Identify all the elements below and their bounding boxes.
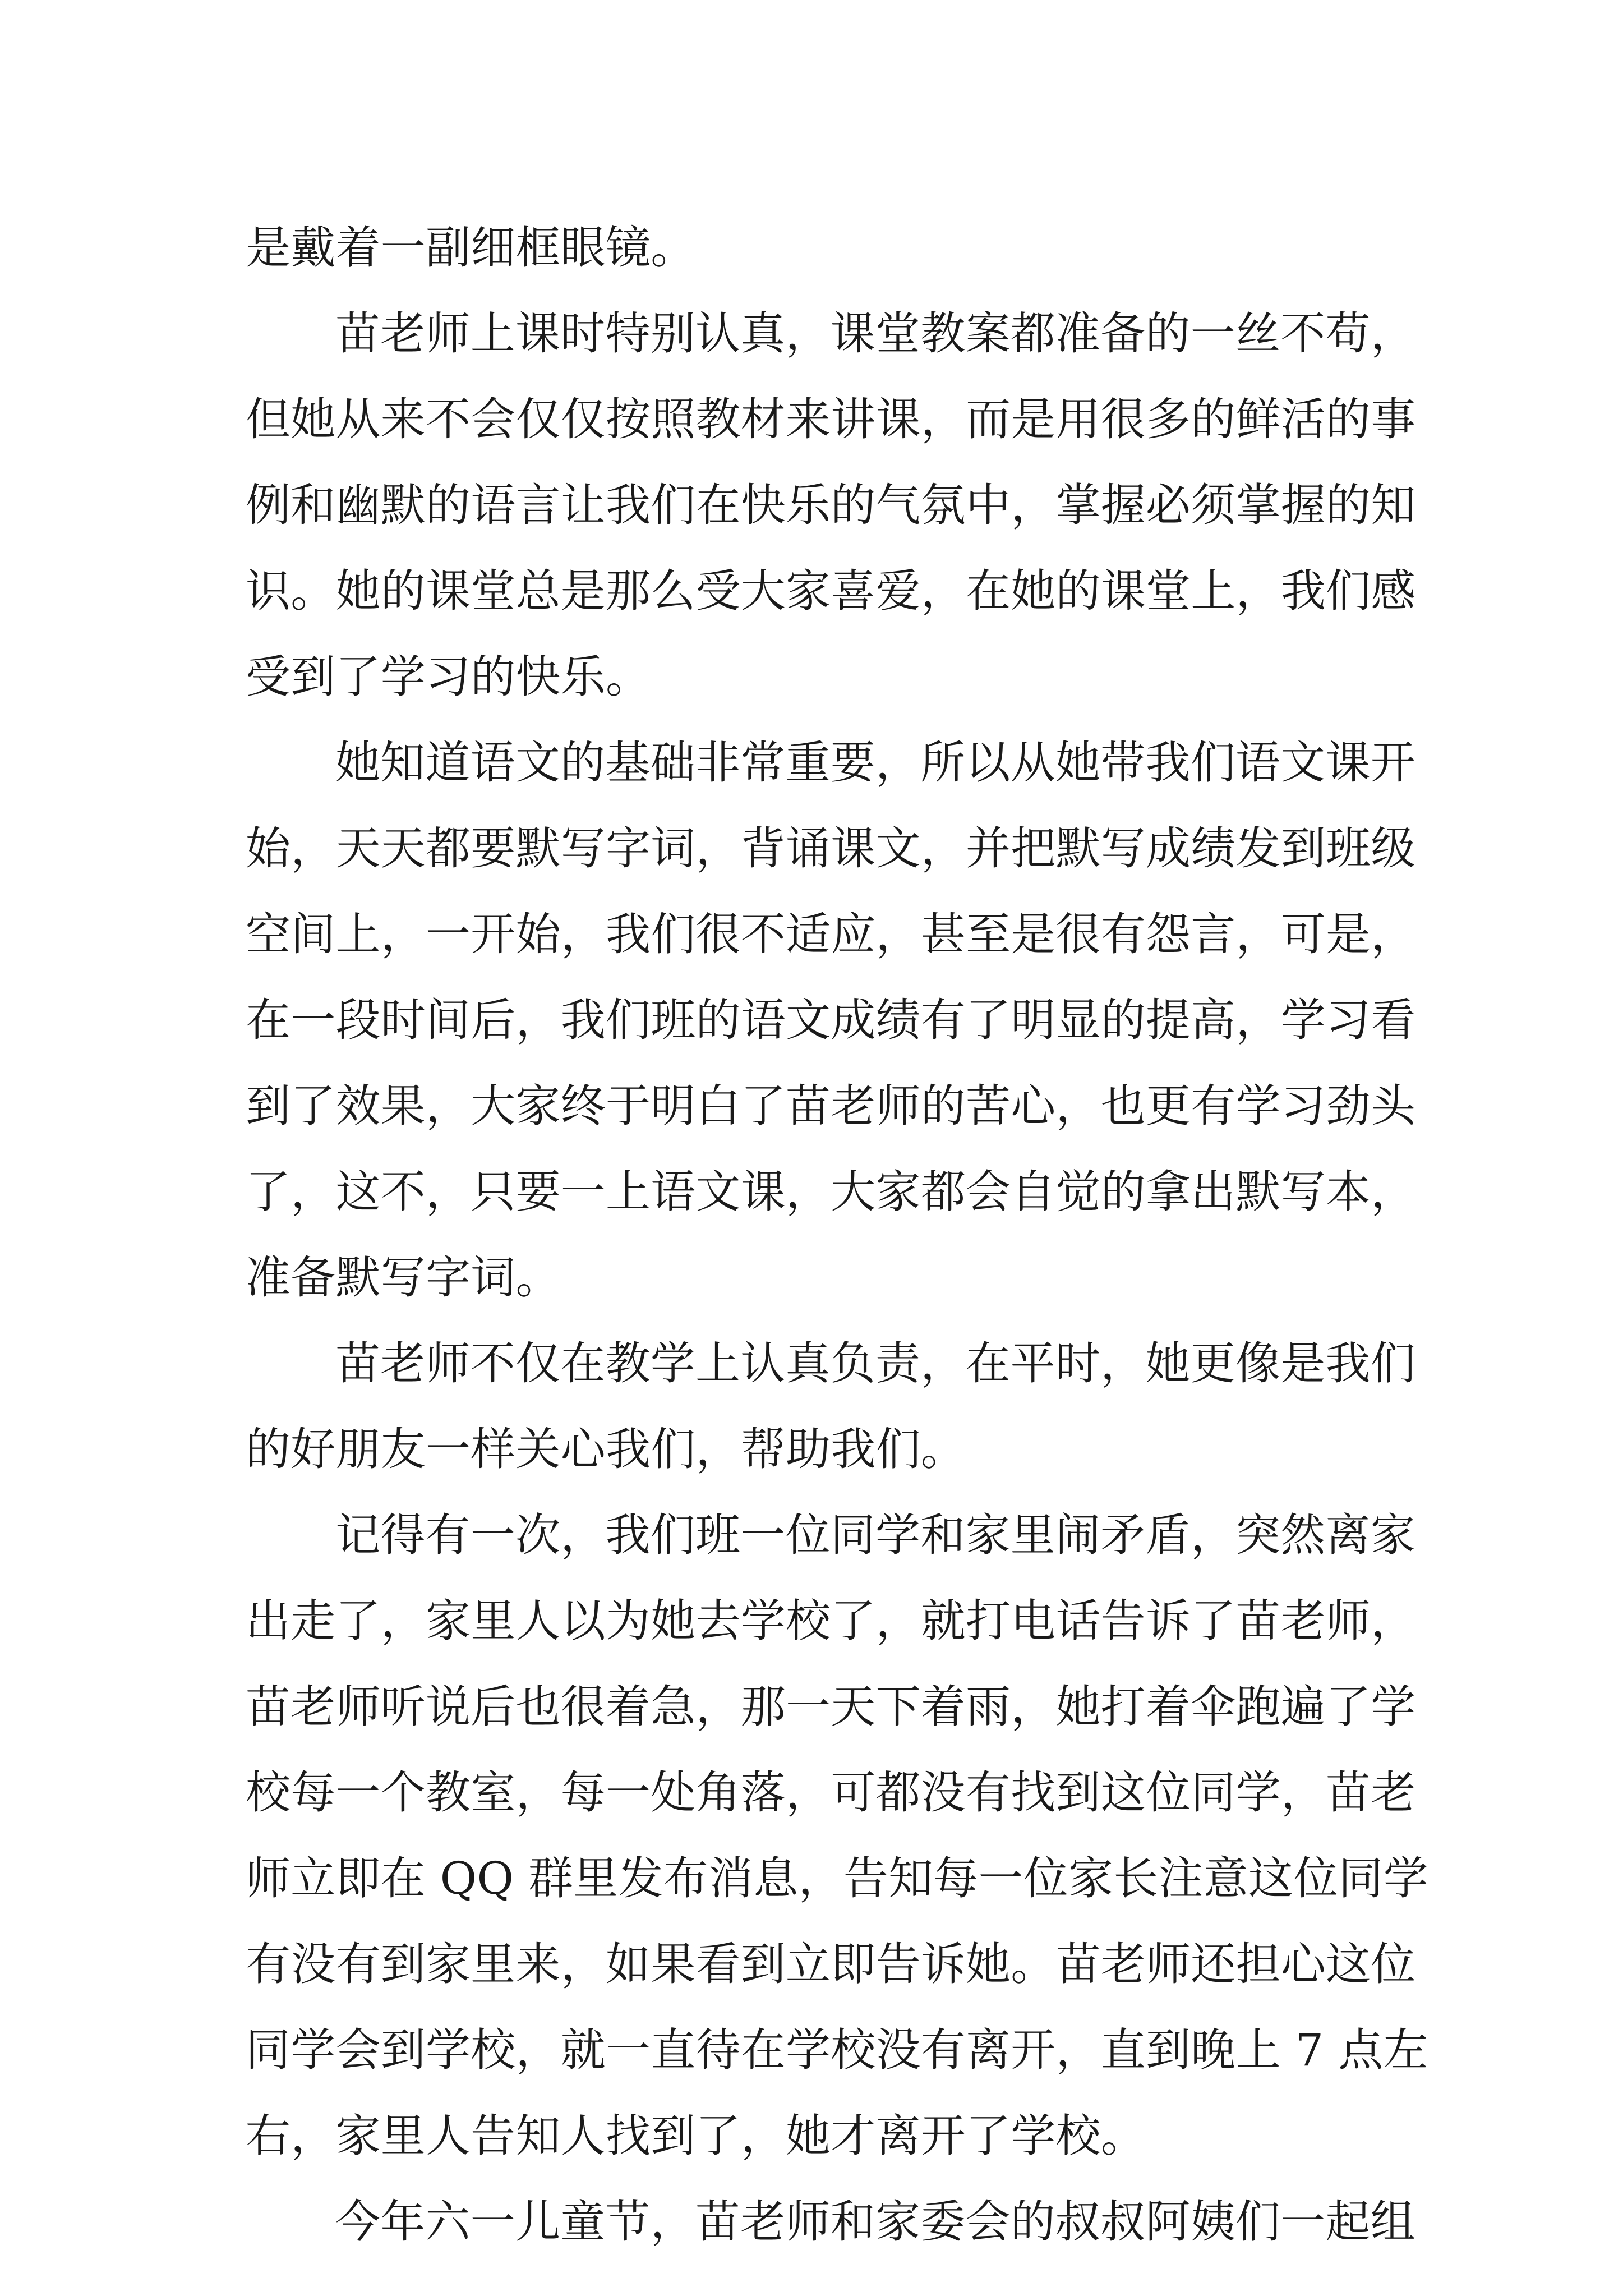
text-line: 始，天天都要默写字词，背诵课文，并把默写成绩发到班级	[246, 822, 1416, 875]
text-line: 准备默写字词。	[246, 1251, 561, 1304]
text-line: 在一段时间后，我们班的语文成绩有了明显的提高，学习看	[246, 994, 1416, 1046]
text-line: 有没有到家里来，如果看到立即告诉她。苗老师还担心这位	[246, 1938, 1416, 1990]
text-line: 空间上，一开始，我们很不适应，甚至是很有怨言，可是，	[246, 908, 1416, 960]
text-line: 右，家里人告知人找到了，她才离开了学校。	[246, 2110, 1146, 2162]
text-line: 出走了，家里人以为她去学校了，就打电话告诉了苗老师，	[246, 1595, 1416, 1647]
text-line: 受到了学习的快乐。	[246, 651, 651, 703]
text-line: 是戴着一副细框眼镜。	[246, 222, 696, 274]
text-line: 校每一个教室，每一处角落，可都没有找到这位同学，苗老	[246, 1766, 1416, 1819]
text-line: 苗老师听说后也很着急，那一天下着雨，她打着伞跑遍了学	[246, 1681, 1416, 1733]
text-line: 例和幽默的语言让我们在快乐的气氛中，掌握必须掌握的知	[246, 479, 1416, 531]
text-line: 了，这不，只要一上语文课，大家都会自觉的拿出默写本，	[246, 1166, 1416, 1218]
text-line: 识。她的课堂总是那么受大家喜爱，在她的课堂上，我们感	[246, 565, 1416, 617]
text-line: 但她从来不会仅仅按照教材来讲课，而是用很多的鲜活的事	[246, 393, 1416, 445]
paragraph-first-line: 记得有一次，我们班一位同学和家里闹矛盾，突然离家	[335, 1509, 1415, 1561]
text-line: 的好朋友一样关心我们，帮助我们。	[246, 1423, 966, 1475]
paragraph-first-line: 她知道语文的基础非常重要，所以从她带我们语文课开	[335, 737, 1415, 789]
body-text	[246, 205, 1429, 2265]
paragraph-first-line: 苗老师不仅在教学上认真负责，在平时，她更像是我们	[335, 1337, 1415, 1389]
paragraph-first-line: 今年六一儿童节，苗老师和家委会的叔叔阿姨们一起组	[335, 2196, 1415, 2248]
text-line: 师立即在 QQ 群里发布消息，告知每一位家长注意这位同学	[246, 1852, 1429, 1904]
paragraph-first-line: 苗老师上课时特别认真，课堂教案都准备的一丝不苟，	[335, 307, 1415, 360]
text-line: 同学会到学校，就一直待在学校没有离开，直到晚上 7 点左	[246, 2024, 1428, 2076]
text-line: 到了效果，大家终于明白了苗老师的苦心，也更有学习劲头	[246, 1080, 1416, 1132]
